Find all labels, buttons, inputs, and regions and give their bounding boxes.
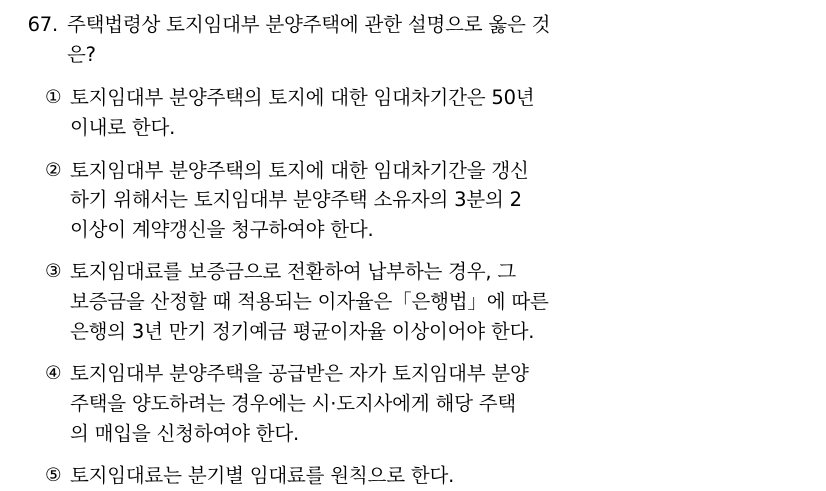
choice-line: 이내로 한다. (70, 115, 176, 139)
choice-line: 보증금을 산정할 때 적용되는 이자율은「은행법」에 따른 (70, 290, 549, 313)
question-text (67, 10, 797, 69)
choice-text-4 (70, 359, 770, 448)
choice-marker-3: ③ (45, 261, 62, 283)
choice-line: 은행의 3년 만기 정기예금 평균이자율 이상이어야 한다. (70, 319, 535, 343)
choice-option-3[interactable] (45, 257, 808, 346)
choice-line: 이상이 계약갱신을 청구하여야 한다. (70, 217, 374, 241)
question-line: 주택법령상 토지임대부 분양주택에 관한 설명으로 옳은 것 (67, 13, 551, 36)
choice-marker-1: ① (45, 87, 62, 109)
choice-line: 토지임대부 분양주택을 공급받은 자가 토지임대부 분양 (70, 362, 529, 386)
choice-option-5[interactable] (45, 461, 808, 491)
choice-line: 의 매입을 신청하여야 한다. (70, 421, 300, 445)
choice-marker-5: ⑤ (45, 465, 62, 487)
choice-list (20, 83, 808, 491)
choice-text-2 (70, 156, 770, 245)
choice-marker-2: ② (45, 159, 62, 181)
choice-line: 토지임대료는 분기별 임대료를 원칙으로 한다. (70, 464, 455, 488)
choice-line: 토지임대료를 보증금으로 전환하여 납부하는 경우, 그 (70, 260, 517, 284)
choice-option-2[interactable] (45, 156, 808, 245)
choice-line: 토지임대부 분양주택의 토지에 대한 임대차기간은 50년 (70, 86, 535, 110)
choice-marker-4: ④ (45, 363, 62, 385)
choice-line: 주택을 양도하려는 경우에는 시·도지사에게 해당 주택 (70, 391, 517, 415)
choice-text-5 (70, 461, 770, 491)
question-line: 은? (67, 42, 96, 66)
choice-text-1 (70, 83, 770, 142)
choice-option-1[interactable] (45, 83, 808, 142)
choice-line: 하기 위해서는 토지임대부 분양주택 소유자의 3분의 2 (70, 188, 522, 212)
choice-text-3 (70, 257, 770, 346)
question-block (20, 10, 808, 69)
question-number: 67. (27, 13, 58, 36)
choice-option-4[interactable] (45, 359, 808, 448)
choice-line: 토지임대부 분양주택의 토지에 대한 임대차기간을 갱신 (70, 158, 529, 182)
